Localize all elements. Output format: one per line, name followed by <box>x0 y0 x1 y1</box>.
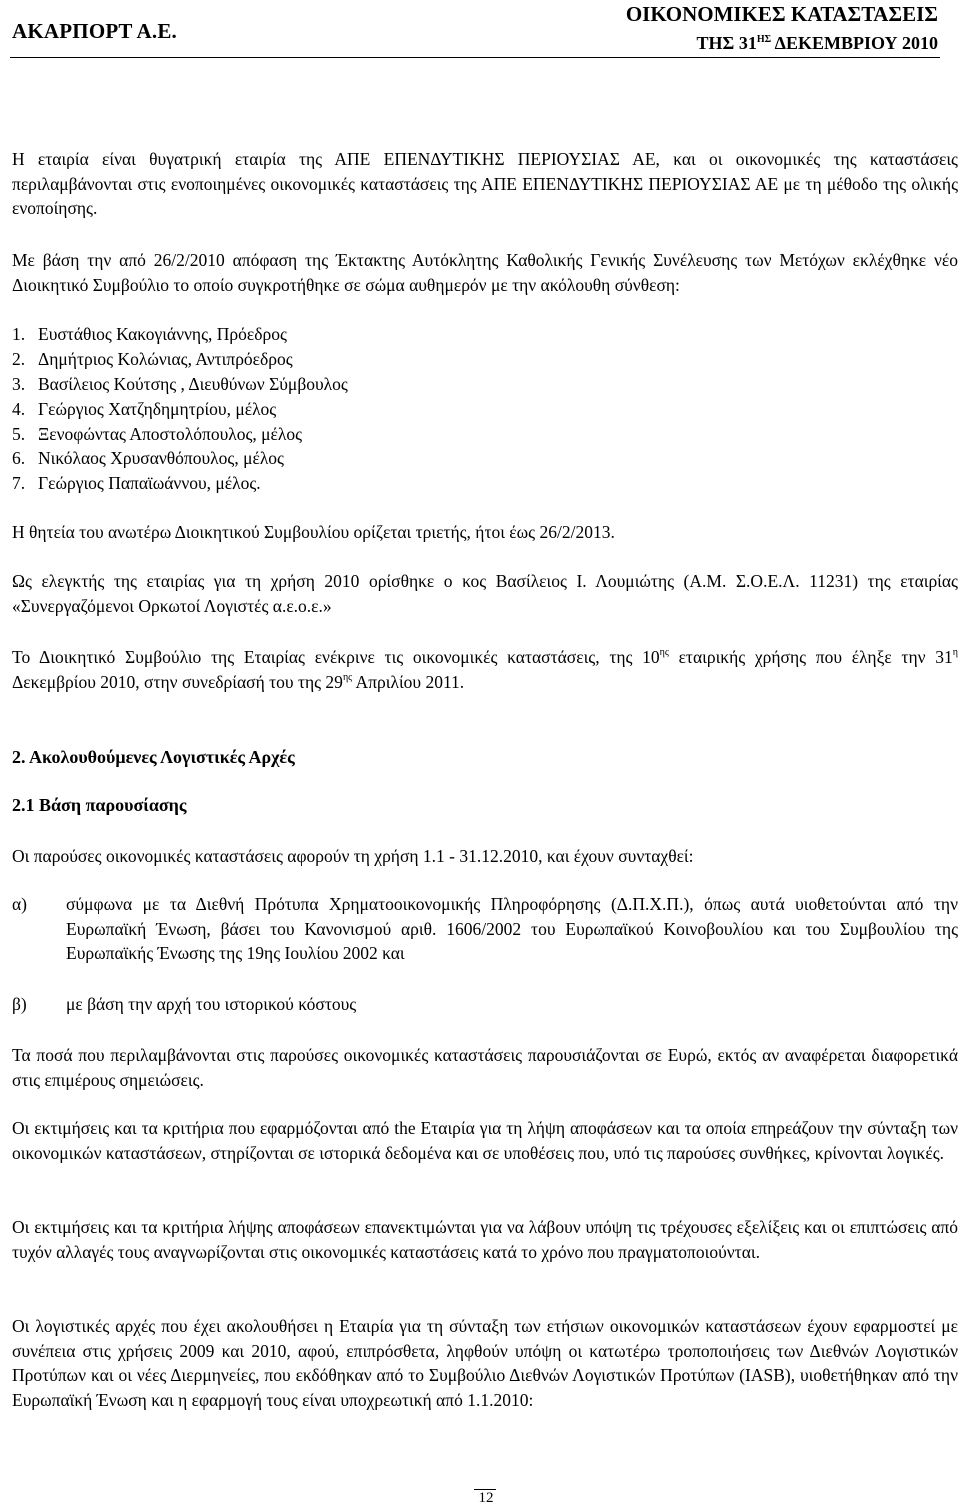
term-paragraph: Η θητεία του ανωτέρω Διοικητικού Συμβουλίου ορίζεται τριετής, ήτοι έως 26/2/2013. <box>12 522 615 542</box>
board-member-7: 7. Γεώργιος Παπαϊωάννου, μέλος. <box>12 473 261 493</box>
approval-paragraph: Το Διοικητικό Συμβούλιο της Εταιρίας ενέκρινε τις οικονομικές καταστάσεις, της $10^{\eta\varsigma}$ εταιρικής χρήσης που έληξε την $31^\eta$ Δεκεμβρίου 2010, στην συνεδρίασή του της $29^{\eta\varsigma}$ Απριλίου 2011. <box>12 647 958 692</box>
board-member-1: 1. Ευστάθιος Κακογιάννης, Πρόεδρος <box>12 324 287 344</box>
auditor-paragraph: Ως ελεγκτής της εταιρίας για τη χρήση 2010 ορίσθηκε ο κος Βασίλειος Ι. Λουμιώτης (Α.Μ. Σ.Ο.Ε.Λ. 11231) της εταιρίας «Συνεργαζόμενοι Ορκωτοί Λογιστές α.ε.ο.ε.» <box>12 571 958 616</box>
list-item-a-text: σύμφωνα με τα Διεθνή Πρότυπα Χρηματοοικονομικής Πληροφόρησης (Δ.Π.Χ.Π.), όπως αυτά υιοθετούνται από την Ευρωπαϊκή Ένωση, βάσει του Κανονισμού αριθ. 1606/2002 του Ευρωπαϊκού Κοινοβουλίου και του Συμβουλίου της Ευρωπαϊκής Ένωσης της 19ης Ιουλίου 2002 και <box>66 894 958 963</box>
title-date-rest: ΔΕΚΕΜΒΡΙΟΥ 2010 <box>771 33 938 53</box>
title-line-1: ΟΙΚΟΝΟΜΙΚΕΣ ΚΑΤΑΣΤΑΣΕΙΣ <box>625 2 938 26</box>
accounting-policies-paragraph: Οι λογιστικές αρχές που έχει ακολουθήσει η Εταιρία για τη σύνταξη των ετήσιων οικονομικών καταστάσεων έχουν εφαρμοστεί με συνέπεια στις χρήσεις 2009 και 2010, αφού, επιπρόσθετα, ληφθούν υπόψη οι κατωτέρω τροποποιήσεις των Διεθνών Λογιστικών Προτύπων και οι νέες Διερμηνείες, που εκδόθηκαν από το Συμβούλιο Διεθνών Λογιστικών Προτύπων (IASB), υιοθετήθηκαν από την Ευρωπαϊκή Ένωση και η εφαρμογή τους είναι υποχρεωτική από 1.1.2010: <box>12 1316 958 1410</box>
page-number: 12 <box>478 1490 494 1506</box>
list-item-b-label: β) <box>12 994 27 1014</box>
section-2-heading: 2. Ακολουθούμενες Λογιστικές Αρχές <box>12 747 295 767</box>
board-member-6: 6. Νικόλαος Χρυσανθόπουλος, μέλος <box>12 448 284 468</box>
title-date-suffix: ΗΣ <box>756 34 772 45</box>
company-name: ΑΚΑΡΠΟΡΤ Α.Ε. <box>12 19 177 43</box>
board-member-2: 2. Δημήτριος Κολώνιας, Αντιπρόεδρος <box>12 349 293 369</box>
currency-paragraph: Τα ποσά που περιλαμβάνονται στις παρούσες οικονομικές καταστάσεις παρουσιάζονται σε Ευρώ, εκτός αν αναφέρεται διαφορετικά στις επιμέρους σημειώσεις. <box>12 1045 958 1090</box>
title-line-2 <box>626 32 938 54</box>
board-intro-paragraph: Με βάση την από 26/2/2010 απόφαση της Έκτακτης Αυτόκλητης Καθολικής Γενικής Συνέλευσης των Μετόχων εκλέχθηκε νέο Διοικητικό Συμβούλιο το οποίο συγκροτήθηκε σε σώμα αυθημερόν με την ακόλουθη σύνθεση: <box>12 250 958 295</box>
intro-paragraph: Η εταιρία είναι θυγατρική εταιρία της ΑΠΕ ΕΠΕΝΔΥΤΙΚΗΣ ΠΕΡΙΟΥΣΙΑΣ ΑΕ, και οι οικονομικές της καταστάσεις περιλαμβάνονται στις ενοποιημένες οικονομικές καταστάσεις της ΑΠΕ ΕΠΕΝΔΥΤΙΚΗΣ ΠΕΡΙΟΥΣΙΑΣ ΑΕ με τη μέθοδο της ολικής ενοποίησης. <box>12 149 958 218</box>
board-member-3: 3. Βασίλειος Κούτσης , Διευθύνων Σύμβουλος <box>12 374 348 394</box>
header-divider <box>10 57 940 58</box>
estimates-paragraph-2: Οι εκτιμήσεις και τα κριτήρια λήψης αποφάσεων επανεκτιμώνται για να λάβουν υπόψη τις τρέχουσες εξελίξεις και οι επιπτώσεις από τυχόν αλλαγές τους αναγνωρίζονται στις οικονομικές καταστάσεις κατά το χρόνο που πραγματοποιούνται. <box>12 1217 958 1262</box>
title-date-prefix: ΤΗΣ 31 <box>696 33 757 53</box>
document-title <box>626 2 938 54</box>
estimates-paragraph-1: Οι εκτιμήσεις και τα κριτήρια που εφαρμόζονται από the Εταιρία για τη λήψη αποφάσεων και τα οποία επηρεάζουν την σύνταξη των οικονομικών καταστάσεων, στηρίζονται σε ιστορικά δεδομένα και σε υποθέσεις που, υπό τις παρούσες συνθήκες, κρίνονται λογικές. <box>12 1118 958 1163</box>
list-item-b-text: με βάση την αρχή του ιστορικού κόστους <box>66 994 357 1014</box>
list-item-a-label: α) <box>12 894 27 914</box>
board-member-5: 5. Ξενοφώντας Αποστολόπουλος, μέλος <box>12 424 303 444</box>
basis-intro-paragraph: Οι παρούσες οικονομικές καταστάσεις αφορούν τη χρήση 1.1 - 31.12.2010, και έχουν συνταχθεί: <box>12 846 694 866</box>
board-member-4: 4. Γεώργιος Χατζηδημητρίου, μέλος <box>12 399 277 419</box>
section-2-1-heading: 2.1 Βάση παρουσίασης <box>12 795 187 815</box>
